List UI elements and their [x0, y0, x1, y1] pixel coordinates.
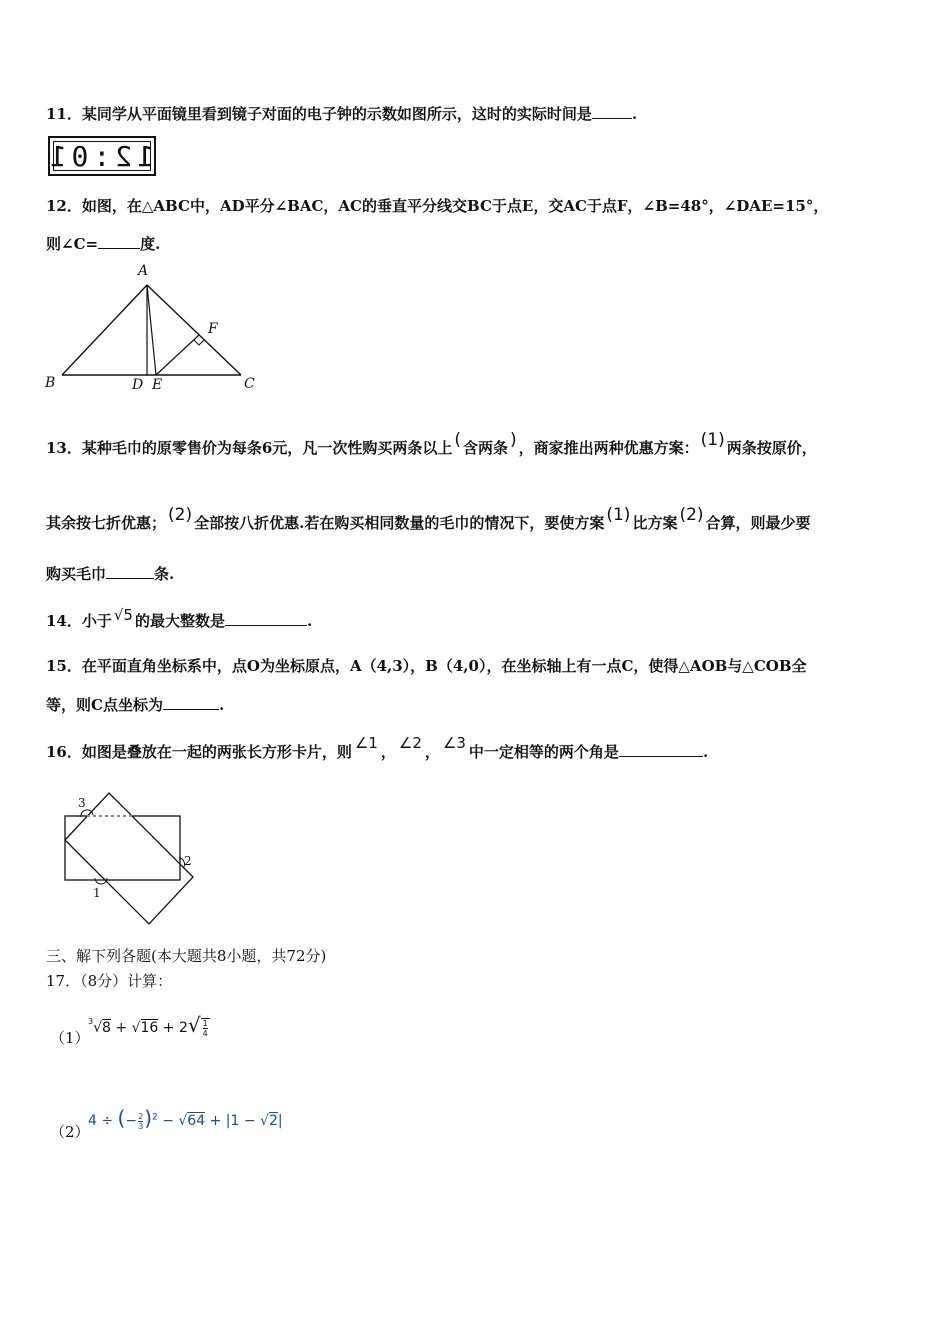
q16-tail: . [702, 743, 709, 761]
right-angle-mark [194, 340, 204, 345]
q13-line1 [46, 430, 817, 457]
label-d: D [132, 377, 144, 393]
q16-a: 16．如图是叠放在一起的两张长方形卡片，则 [46, 743, 352, 761]
q13-option-2: (2) [168, 505, 193, 525]
radicand-64: 64 [187, 1113, 206, 1129]
q13-l1-a: 13．某种毛巾的原零售价为每条6元，凡一次性购买两条以上 [46, 439, 453, 457]
q15-line2-b: . [218, 696, 225, 714]
q13-line3 [46, 564, 174, 583]
q16-angle-1: ∠1 [354, 734, 378, 752]
paren-open: ( [117, 1106, 126, 1130]
q14-tail: . [307, 612, 313, 630]
side-ab [62, 285, 147, 375]
radical-sign-2: √ [131, 1020, 141, 1036]
q16-answer-blank [619, 742, 703, 757]
label-e: E [152, 377, 163, 393]
q17-part2-expression [88, 1106, 283, 1140]
q13-option-1: (1) [700, 430, 725, 450]
q16-angle-2: ∠2 [398, 734, 422, 752]
label-3: 3 [78, 796, 86, 810]
horizontal-card [65, 816, 180, 880]
q13-l2-b: 全部按八折优惠.若在购买相同数量的毛巾的情况下，要使方案 [194, 514, 605, 532]
label-c: C [244, 376, 255, 392]
rectangles-figure [55, 785, 205, 930]
q13-l2-d: 合算，则最少要 [705, 514, 811, 532]
label-a: A [138, 263, 149, 279]
label-f: F [208, 321, 218, 337]
q14-sqrt5: √5 [113, 606, 133, 624]
q16-b: 中一定相等的两个角是 [468, 743, 619, 761]
q13-l3-b: 条. [154, 565, 175, 583]
q11-answer-blank [592, 104, 632, 119]
frac-den: 4 [202, 1029, 208, 1038]
q12-line2-b: 度. [140, 235, 161, 253]
radicand-16: 16 [140, 1020, 159, 1036]
q11-text: 11．某同学从平面镜里看到镜子对面的电子钟的示数如图所示，这时的实际时间是 [46, 105, 592, 123]
fraction-quarter [201, 1018, 210, 1038]
cube-index: 3 [88, 1017, 94, 1027]
plus-1: + [115, 1020, 128, 1036]
q16-sep-1: ， [380, 743, 396, 761]
tilted-card [65, 793, 193, 924]
q17-part1-label: （1） [50, 1029, 90, 1047]
q13-option-1-ref: (1) [606, 505, 631, 525]
q17-title: 17．（8分）计算： [46, 972, 173, 990]
q15-line1: 15．在平面直角坐标系中，点O为坐标原点，A（4,3），B（4,0），在坐标轴上有一点C，使得△AOB与△COB全 [46, 657, 807, 675]
q12-answer-blank [98, 234, 140, 249]
q13-l3-a: 购买毛巾 [46, 565, 107, 583]
frac2-num: 2 [138, 1111, 144, 1121]
segment-ef [156, 335, 199, 375]
label-1: 1 [93, 886, 101, 900]
neg-sign: − [125, 1113, 138, 1129]
label-b: B [45, 375, 56, 391]
q16-sep-2: ， [424, 743, 440, 761]
q14-b: 的最大整数是 [134, 612, 225, 630]
radicand-8: 8 [102, 1020, 111, 1036]
q13-answer-blank [106, 564, 154, 579]
abs-close: | [277, 1113, 283, 1129]
mirror-clock-image [44, 136, 156, 176]
minus-sign: − [162, 1113, 174, 1129]
frac2-den: 3 [138, 1121, 144, 1131]
q12-line2 [46, 234, 160, 253]
frac-num: 1 [202, 1019, 208, 1028]
q11 [46, 104, 637, 123]
q13-l1-b: 含两条 [462, 439, 508, 457]
section-3-heading: 三、解下列各题(本大题共8小题，共72分) [46, 947, 327, 965]
q13-l1-c: ，商家推出两种优惠方案： [518, 439, 699, 457]
q17-part1-expression [88, 1013, 210, 1047]
q13-option-2-ref: (2) [679, 505, 704, 525]
paren-close: ) [144, 1106, 152, 1130]
q13-line2 [46, 505, 811, 532]
label-2: 2 [184, 854, 192, 868]
plus-2: + 2 [162, 1020, 188, 1036]
q14 [46, 606, 313, 630]
q13-l2-a: 其余按七折优惠； [46, 514, 167, 532]
q13-paren-close: ) [509, 430, 517, 450]
q16 [46, 734, 709, 761]
q13-l2-c: 比方案 [632, 514, 678, 532]
q12-line1: 12．如图，在△ABC中，AD平分∠BAC，AC的垂直平分线交BC于点E，交AC于点F，∠B=48°，∠DAE=15°， [46, 197, 829, 215]
q16-angle-3: ∠3 [442, 734, 466, 752]
radical-sign-5: √ [260, 1113, 269, 1129]
triangle-figure [40, 260, 270, 395]
segment-ae [147, 285, 156, 375]
q14-answer-blank [225, 611, 307, 626]
q12-line2-a: 则∠C= [46, 235, 99, 253]
exponent-2: 2 [152, 1112, 158, 1123]
q11-tail: . [631, 105, 638, 123]
q15-answer-blank [163, 695, 219, 710]
q15-line2-a: 等，则C点坐标为 [46, 696, 163, 714]
clock-digits: 12:01 [44, 140, 154, 173]
abs-open: + |1 − [209, 1113, 256, 1129]
q13-l1-d: 两条按原价， [726, 439, 817, 457]
radical-sign-4: √ [178, 1113, 188, 1129]
radical-sign-3: √ [187, 1013, 201, 1037]
radical-sign: √ [93, 1020, 103, 1036]
q14-a: 14．小于 [46, 612, 112, 630]
four-divide: 4 ÷ [88, 1113, 114, 1129]
q17-part2-label: （2） [50, 1123, 90, 1141]
q15-line2 [46, 695, 224, 714]
side-ac [147, 285, 241, 375]
q13-paren-open: ( [454, 430, 461, 450]
radicand-2: 2 [268, 1113, 278, 1129]
